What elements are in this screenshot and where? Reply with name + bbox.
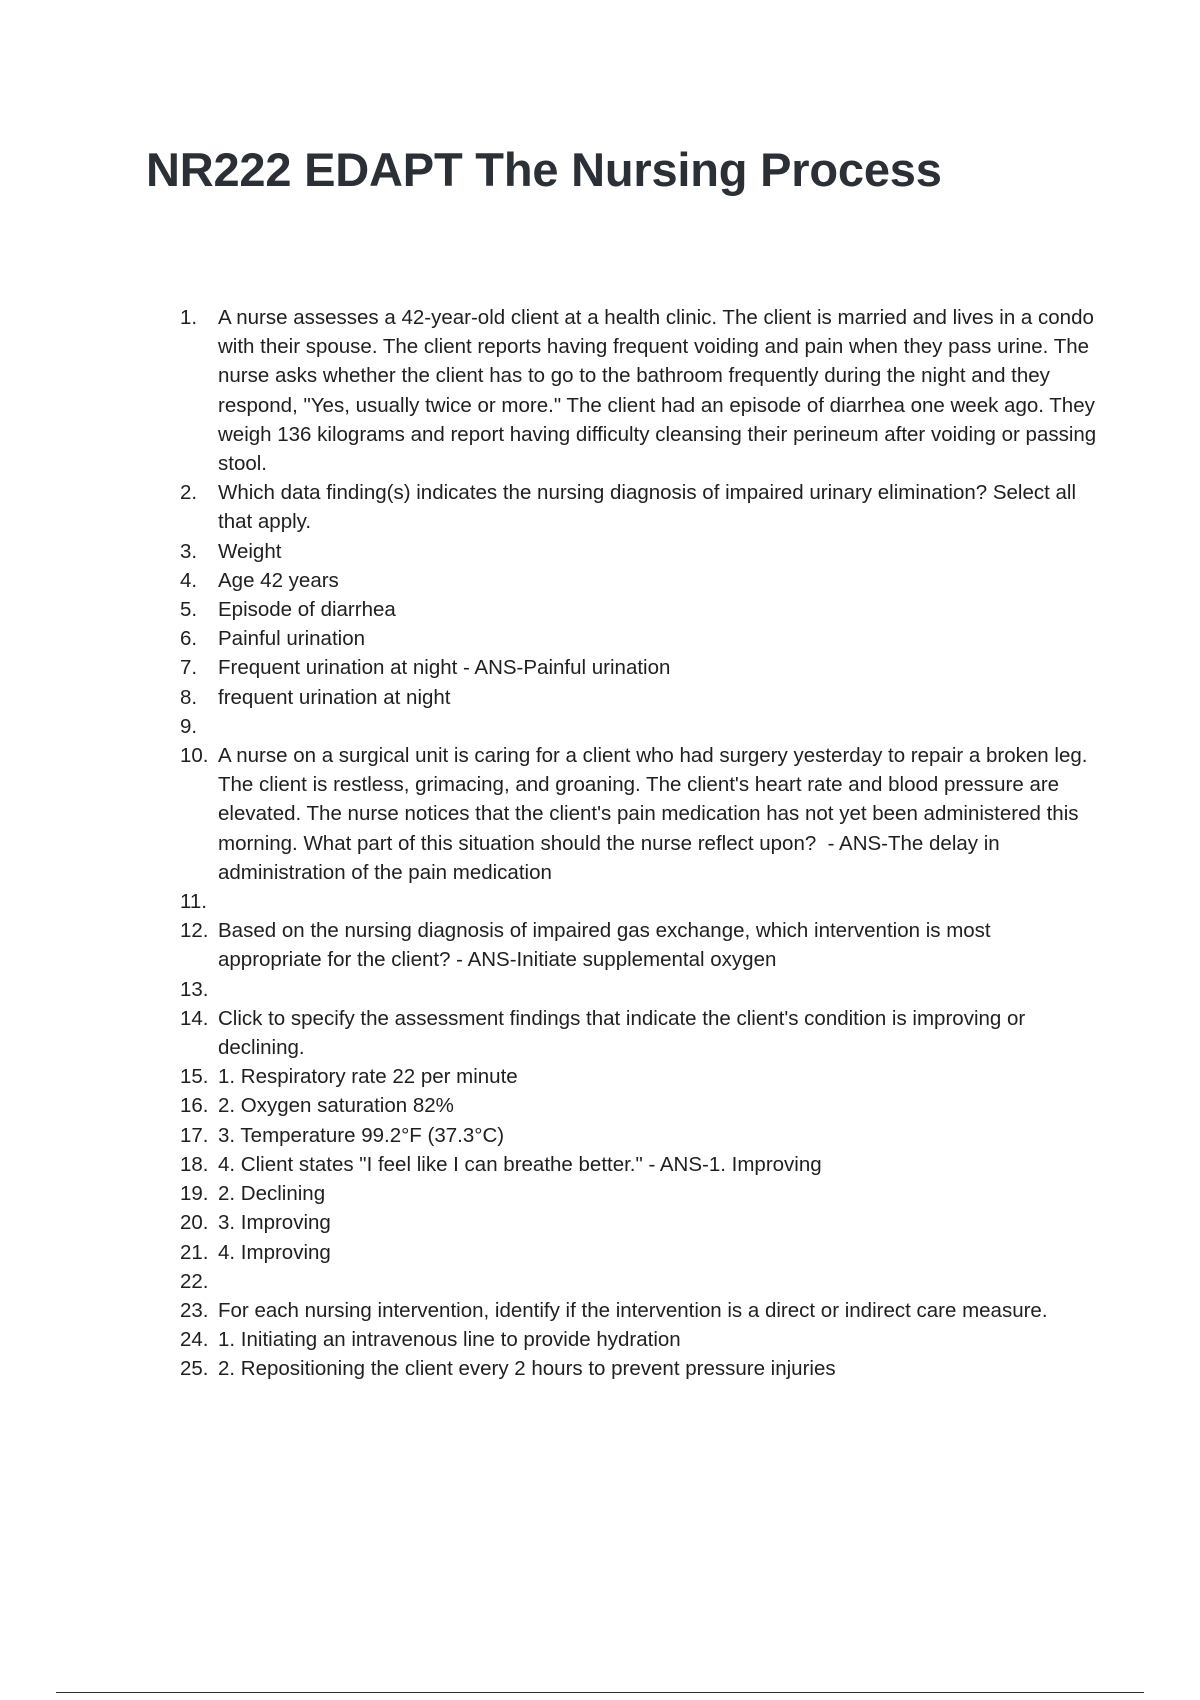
list-item [180,1091,1100,1120]
list-item [180,566,1100,595]
list-item [180,1325,1100,1354]
item-text: Based on the nursing diagnosis of impaired gas exchange, which intervention is most appropriate for the client? - ANS-Initiate supplemental oxygen [218,919,997,972]
item-text: 2. Repositioning the client every 2 hours to prevent pressure injuries [218,1357,836,1381]
list-item [180,1354,1100,1383]
list-item [180,887,1100,916]
item-text: Painful urination [218,627,366,651]
item-text: 1. Initiating an intravenous line to provide hydration [218,1328,681,1352]
list-item [180,1121,1100,1150]
list-item [180,1238,1100,1267]
item-number: 1. [180,306,198,329]
item-number: 22. [180,1269,209,1293]
item-text: 2. Oxygen saturation 82% [218,1094,454,1118]
item-number: 15. [180,1065,209,1089]
item-number: 19. [180,1182,209,1206]
item-number: 16. [180,1094,209,1118]
item-text: For each nursing intervention, identify if the intervention is a direct or indirect care measure. [218,1298,1048,1322]
item-text: 2. Declining [218,1182,326,1206]
item-number: 17. [180,1123,209,1147]
item-number: 25. [180,1357,209,1381]
item-number: 6. [180,627,198,651]
list-item [180,1004,1100,1062]
list-item [180,1267,1100,1296]
list-item [180,595,1100,624]
list-item [180,1062,1100,1091]
list-item [180,478,1100,536]
page-title: NR222 EDAPT The Nursing Process [146,143,942,196]
item-number: 14. [180,1006,209,1030]
item-text: 3. Improving [218,1211,331,1235]
list-item [180,712,1100,741]
list-item [180,916,1100,974]
item-number: 21. [180,1240,209,1264]
item-number: 2. [180,481,198,505]
item-number: 20. [180,1211,209,1235]
list-item [180,975,1100,1004]
item-text: Episode of diarrhea [218,598,396,622]
item-number: 11. [180,890,207,914]
item-number: 3. [180,539,198,563]
question-list [180,303,1100,1384]
list-item [180,1150,1100,1179]
list-item [180,624,1100,653]
list-item [180,303,1100,478]
item-text [218,887,1100,916]
item-text: Frequent urination at night - ANS-Painful urination [218,656,671,680]
item-number: 24. [180,1328,209,1352]
bottom-divider [56,1692,1144,1693]
list-item [180,1296,1100,1325]
item-text: 3. Temperature 99.2°F (37.3°C) [218,1123,505,1147]
item-number: 9. [180,714,198,738]
item-number: 18. [180,1152,209,1176]
item-text: A nurse assesses a 42-year-old client at a health clinic. The client is married and lives in a condo with their spouse. The client reports having frequent voiding and pain when they pass urine. The nurse asks whether the client has to go to the bathroom frequently during the night and they respond, "Yes, usually twice or more." The client had an episode of diarrhea one week ago. They weigh 136 kilograms and report having difficulty cleansing their perineum after voiding or passing stool. [218,306,1102,476]
list-item [180,1208,1100,1237]
item-number: 7. [180,656,198,680]
list-item [180,537,1100,566]
item-text: Which data finding(s) indicates the nursing diagnosis of impaired urinary elimination? Select all that apply. [218,481,1082,534]
item-text: A nurse on a surgical unit is caring for a client who had surgery yesterday to repair a broken leg. The client is restless, grimacing, and groaning. The client's heart rate and blood pressure are elevated. The nurse notices that the client's pain medication has not yet been administered this morning. What part of this situation should the nurse reflect upon? - ANS-The delay in administration of the pain medication [218,744,1093,884]
item-number: 5. [180,598,198,622]
item-text: Weight [218,539,282,563]
item-text: frequent urination at night [218,685,451,709]
item-number: 4. [180,568,198,592]
list-item [180,741,1100,887]
item-number: 8. [180,685,198,709]
item-number: 13. [180,977,209,1001]
item-text: Click to specify the assessment findings that indicate the client's condition is improving or declining. [218,1006,1031,1060]
item-text: 4. Client states "I feel like I can breathe better." - ANS-1. Improving [218,1152,822,1176]
item-number: 23. [180,1298,209,1322]
list-item [180,653,1100,682]
item-text: Age 42 years [218,568,339,592]
list-item [180,683,1100,712]
item-text: 1. Respiratory rate 22 per minute [218,1065,518,1089]
list-item [180,1179,1100,1208]
item-number: 10. [180,744,209,768]
item-number: 12. [180,919,209,943]
item-text [218,1267,1100,1296]
item-text [218,712,1100,741]
item-text: 4. Improving [218,1240,331,1264]
item-text [218,975,1100,1004]
